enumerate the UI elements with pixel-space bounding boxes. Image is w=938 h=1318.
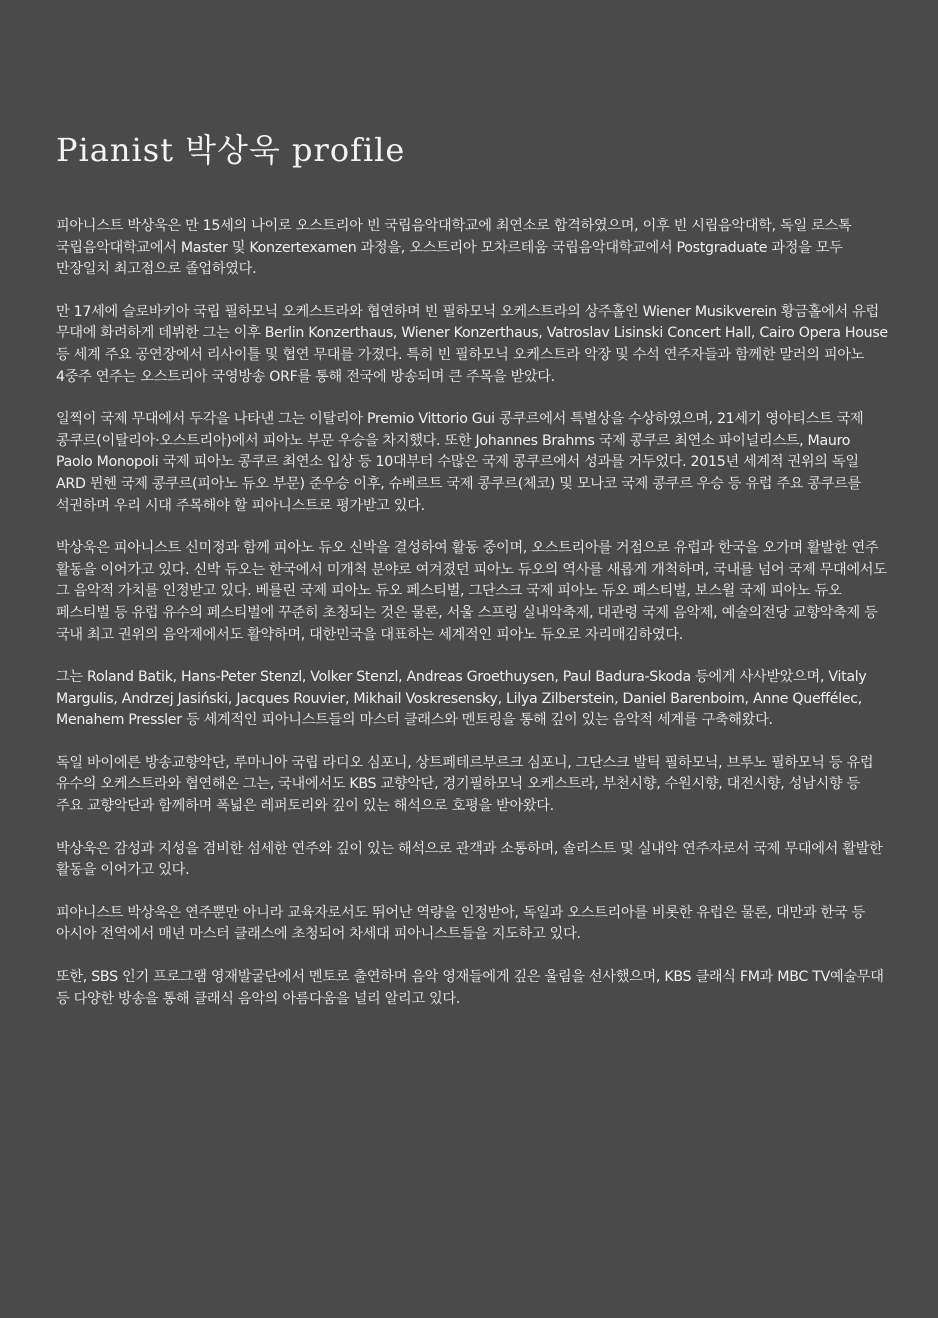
paragraph-education: 피아니스트 박상욱은 만 15세의 나이로 오스트리아 빈 국립음악대학교에 최연소로 합격하였으며, 이후 빈 시립음악대학, 독일 로스톡 국립음악대학교에서 Master 및 Konzertexamen 과정을, 오스트리아 모차르테움 국립음악대학교에서 Postgraduate 과정을 모두 만장일치 최고점으로 졸업하였다.	[56, 218, 852, 278]
paragraph-duo-shinpark: 박상욱은 피아니스트 신미정과 함께 피아노 듀오 신박을 결성하여 활동 중이며, 오스트리아를 거점으로 유럽과 한국을 오가며 활발한 연주 활동을 이어가고 있다. 신박 듀오는 한국에서 미개척 분야로 여겨졌던 피아노 듀오의 역사를 새롭게 개척하며, 국내를 넘어 국제 무대에서도 그 음악적 가치를 인정받고 있다. 베를린 국제 피아노 듀오 페스티벌, 그단스크 국제 피아노 듀오 페스티벌, 보스윌 국제 피아노 듀오 페스티벌 등 유럽 유수의 페스티벌에 꾸준히 초청되는 것은 물론, 서울 스프링 실내악축제, 대관령 국제 음악제, 예술의전당 교향악축제 등 국내 최고 권위의 음악제에서도 활약하며, 대한민국을 대표하는 세계적인 피아노 듀오로 자리매김하였다.	[56, 540, 887, 643]
paragraph-competitions: 일찍이 국제 무대에서 두각을 나타낸 그는 이탈리아 Premio Vittorio Gui 콩쿠르에서 특별상을 수상하였으며, 21세기 영아티스트 국제 콩쿠르(이탈리아·오스트리아)에서 피아노 부문 우승을 차지했다. 또한 Johannes Brahms 국제 콩쿠르 최연소 파이널리스트, Mauro Paolo Monopoli 국제 피아노 콩쿠르 최연소 입상 등 10대부터 수많은 국제 콩쿠르에서 성과를 거두었다. 2015년 세계적 권위의 독일 ARD 뮌헨 국제 콩쿠르(피아노 듀오 부문) 준우승 이후, 슈베르트 국제 콩쿠르(체코) 및 모나코 국제 콩쿠르 우승 등 유럽 주요 콩쿠르를 석권하며 우리 시대 주목해야 할 피아니스트로 평가받고 있다.	[56, 411, 864, 514]
page-title: Pianist 박상욱 profile	[56, 131, 406, 169]
paragraph-broadcast: 또한, SBS 인기 프로그램 영재발굴단에서 멘토로 출연하며 음악 영재들에게 깊은 울림을 선사했으며, KBS 클래식 FM과 MBC TV예술무대 등 다양한 방송을 통해 클래식 음악의 아름다움을 널리 알리고 있다.	[56, 969, 884, 1007]
profile-body	[56, 216, 888, 1010]
paragraph-artistry: 박상욱은 감성과 지성을 겸비한 섬세한 연주와 깊이 있는 해석으로 관객과 소통하며, 솔리스트 및 실내악 연주자로서 국제 무대에서 활발한 활동을 이어가고 있다.	[56, 840, 883, 879]
paragraph-debut: 만 17세에 슬로바키아 국립 필하모닉 오케스트라와 협연하며 빈 필하모닉 오케스트라의 상주홀인 Wiener Musikverein 황금홀에서 유럽 무대에 화려하게 데뷔한 그는 이후 Berlin Konzerthaus, Wiener Konzerthaus, Vatroslav Lisinski Concert Hall, Cairo Opera House 등 세계 주요 공연장에서 리사이틀 및 협연 무대를 가졌다. 특히 빈 필하모닉 오케스트라 악장 및 수석 연주자들과 함께한 말러의 피아노 4중주 연주는 오스트리아 국영방송 ORF를 통해 전국에 방송되며 큰 주목을 받았다.	[56, 303, 888, 385]
paragraph-education-activities: 피아니스트 박상욱은 연주뿐만 아니라 교육자로서도 뛰어난 역량을 인정받아, 독일과 오스트리아를 비롯한 유럽은 물론, 대만과 한국 등 아시아 전역에서 매년 마스터 클래스에 초청되어 차세대 피아니스트들을 지도하고 있다.	[56, 904, 865, 943]
paragraph-teachers: 그는 Roland Batik, Hans-Peter Stenzl, Volker Stenzl, Andreas Groethuysen, Paul Badura-Skoda 등에게 사사받았으며, Vitaly Margulis, Andrzej Jasiński, Jacques Rouvier, Mikhail Voskresensky, Lilya Zilberstein, Daniel Barenboim, Anne Queffélec, Menahem Pressler 등 세계적인 피아니스트들의 마스터 클래스와 멘토링을 통해 깊이 있는 음악적 세계를 구축해왔다.	[56, 669, 867, 729]
paragraph-orchestras: 독일 바이에른 방송교향악단, 루마니아 국립 라디오 심포니, 상트페테르부르크 심포니, 그단스크 발틱 필하모닉, 브루노 필하모닉 등 유럽 유수의 오케스트라와 협연해온 그는, 국내에서도 KBS 교향악단, 경기필하모닉 오케스트라, 부천시향, 수원시향, 대전시향, 성남시향 등 주요 교향악단과 함께하며 폭넓은 레퍼토리와 깊이 있는 해석으로 호평을 받아왔다.	[56, 754, 874, 815]
